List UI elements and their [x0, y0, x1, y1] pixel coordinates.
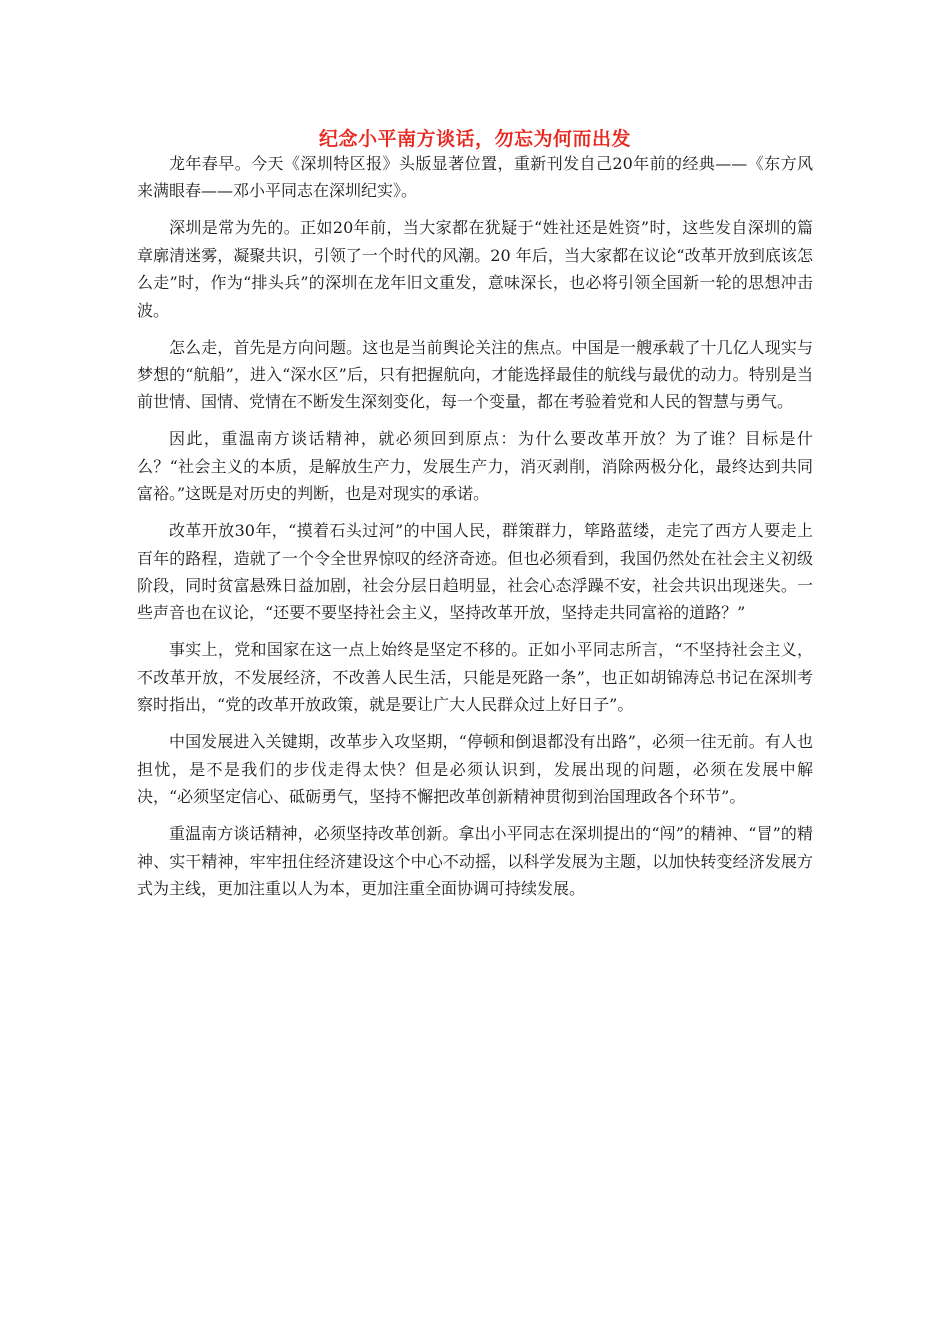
paragraph-3: 怎么走，首先是方向问题。这也是当前舆论关注的焦点。中国是一艘承载了十几亿人现实与梦想的“航船”，进入“深水区”后，只有把握航向，才能选择最佳的航线与最优的动力。特别是当前世情、国情、党情在不断发生深刻变化，每一个变量，都在考验着党和人民的智慧与勇气。 [137, 337, 813, 412]
paragraph-7: 中国发展进入关键期，改革步入攻坚期，“停顿和倒退都没有出路”，必须一往无前。有人也担忧，是不是我们的步伐走得太快？但是必须认识到，发展出现的问题，必须在发展中解决，“必须坚定信心、砥砺勇气，坚持不懈把改革创新精神贯彻到治国理政各个环节”。 [137, 732, 813, 807]
paragraph-8: 重温南方谈话精神，必须坚持改革创新。拿出小平同志在深圳提出的“闯”的精神、“冒”的精神、实干精神，牢牢扭住经济建设这个中心不动摇，以科学发展为主题，以加快转变经济发展方式为主线，更加注重以人为本，更加注重全面协调可持续发展。 [137, 824, 813, 898]
paragraph-6: 事实上，党和国家在这一点上始终是坚定不移的。正如小平同志所言，“不坚持社会主义，不改革开放，不发展经济，不改善人民生活，只能是死路一条”，也正如胡锦涛总书记在深圳考察时指出，“党的改革开放政策，就是要让广大人民群众过上好日子”。 [137, 640, 813, 715]
document-body [137, 150, 813, 912]
paragraph-4: 因此，重温南方谈话精神，就必须回到原点：为什么要改革开放？为了谁？目标是什么？“社会主义的本质，是解放生产力，发展生产力，消灭剥削，消除两极分化，最终达到共同富裕。”这既是对历史的判断，也是对现实的承诺。 [137, 429, 813, 504]
document-title: 纪念小平南方谈话，勿忘为何而出发 [318, 128, 631, 150]
paragraph-5: 改革开放30年，“摸着石头过河”的中国人民，群策群力，筚路蓝缕，走完了西方人要走上百年的路程，造就了一个令全世界惊叹的经济奇迹。但也必须看到，我国仍然处在社会主义初级阶段，同时贫富悬殊日益加剧，社会分层日趋明显，社会心态浮躁不安，社会共识出现迷失。一些声音也在议论，“还要不要坚持社会主义，坚持改革开放，坚持走共同富裕的道路？” [137, 521, 813, 623]
paragraph-1: 龙年春早。今天《深圳特区报》头版显著位置，重新刊发自己20年前的经典——《东方风来满眼春——邓小平同志在深圳纪实》。 [137, 154, 813, 201]
paragraph-2: 深圳是常为先的。正如20年前，当大家都在犹疑于“姓社还是姓资”时，这些发自深圳的篇章廓清迷雾，凝聚共识，引领了一个时代的风潮。20 年后，当大家都在议论“改革开放到底该怎么走”时，作为“排头兵”的深圳在龙年旧文重发，意味深长，也必将引领全国新一轮的思想冲击波。 [137, 218, 813, 320]
